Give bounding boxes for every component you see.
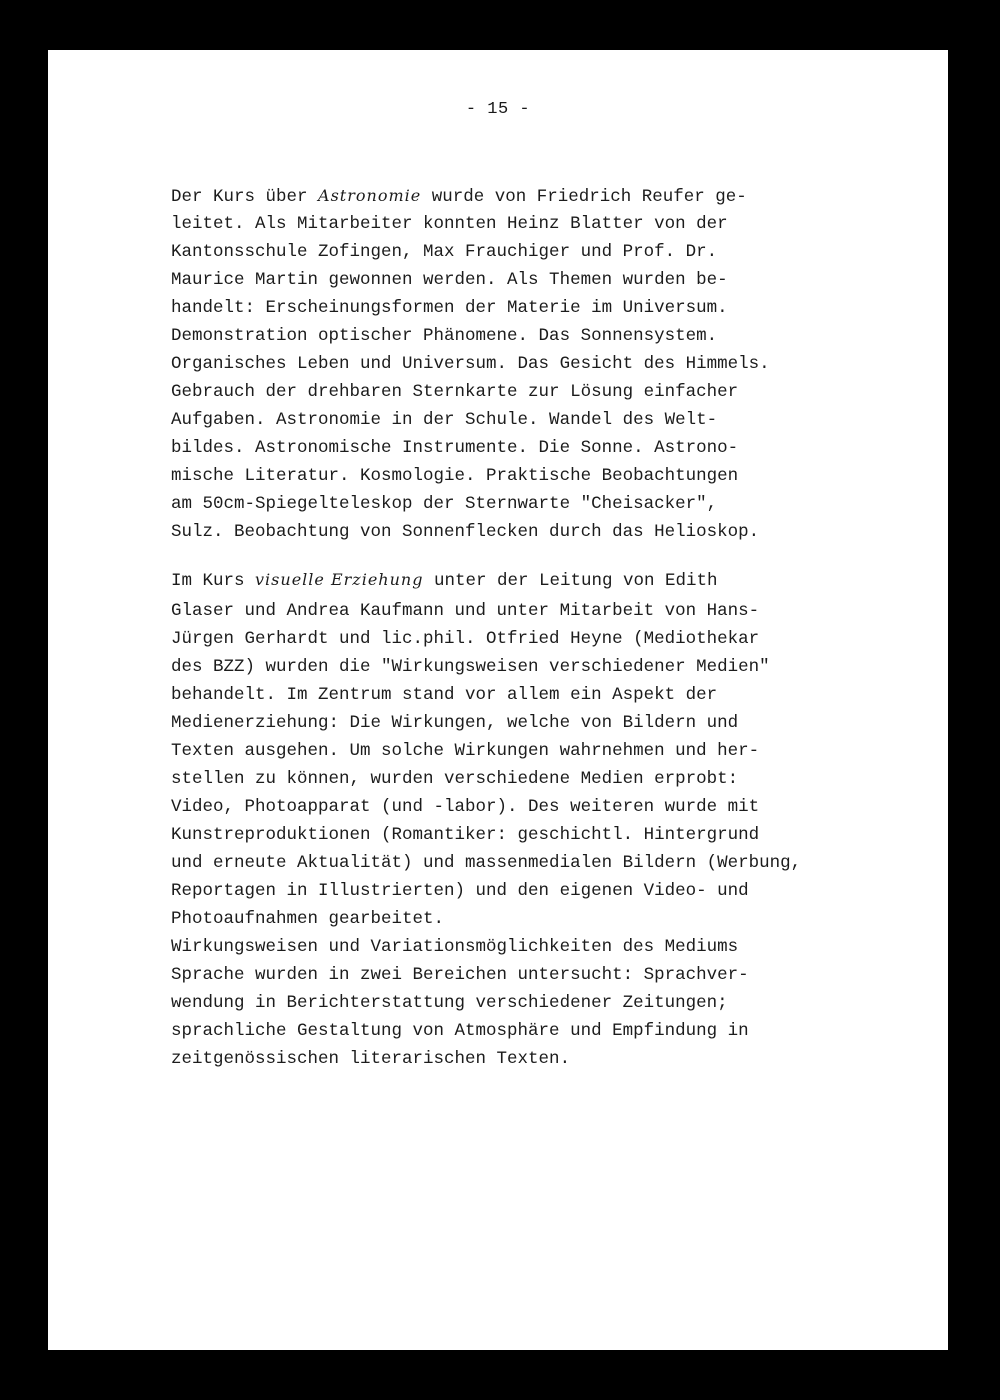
text-line: und erneute Aktualität) und massenmedialen Bildern (Werbung, [171,853,802,873]
text-line: Jürgen Gerhardt und lic.phil. Otfried Heyne (Mediothekar [171,629,760,649]
document-page [48,50,948,1350]
text-line: wendung in Berichterstattung verschiedener Zeitungen; [171,993,728,1013]
text-line: Texten ausgehen. Um solche Wirkungen wahrnehmen und her- [171,741,760,761]
text-line: Organisches Leben und Universum. Das Gesicht des Himmels. [171,354,770,374]
text-line: bildes. Astronomische Instrumente. Die Sonne. Astrono- [171,438,739,458]
text-line: Photoaufnahmen gearbeitet. [171,909,445,929]
text-line: Aufgaben. Astronomie in der Schule. Wandel des Welt- [171,410,718,430]
text-line: sprachliche Gestaltung von Atmosphäre und Empfindung in [171,1021,749,1041]
text-line: mische Literatur. Kosmologie. Praktische Beobachtungen [171,466,739,486]
text-line: Sulz. Beobachtung von Sonnenflecken durch das Helioskop. [171,522,760,542]
course-title-astronomie: Astronomie [318,186,422,205]
text-line: handelt: Erscheinungsformen der Materie im Universum. [171,298,728,318]
text-line: behandelt. Im Zentrum stand vor allem ein Aspekt der [171,685,718,705]
text-line: Der Kurs über Astronomie wurde von Friedrich Reufer ge- [171,186,747,207]
text-line: Sprache wurden in zwei Bereichen untersucht: Sprachver- [171,965,749,985]
text-line: zeitgenössischen literarischen Texten. [171,1049,571,1069]
course-title-visuelle-erziehung: visuelle Erziehung [255,570,424,589]
page-number: - 15 - [465,100,531,119]
text-line: Wirkungsweisen und Variationsmöglichkeiten des Mediums [171,937,739,957]
text-line: Video, Photoapparat (und -labor). Des weiteren wurde mit [171,797,760,817]
text-line: am 50cm-Spiegelteleskop der Sternwarte "Cheisacker", [171,494,718,514]
text-line: stellen zu können, wurden verschiedene Medien erprobt: [171,769,739,789]
text-line: Medienerziehung: Die Wirkungen, welche von Bildern und [171,713,739,733]
text-line: Kantonsschule Zofingen, Max Frauchiger und Prof. Dr. [171,242,718,262]
text-line: Gebrauch der drehbaren Sternkarte zur Lösung einfacher [171,382,739,402]
text-line: Kunstreproduktionen (Romantiker: geschichtl. Hintergrund [171,825,760,845]
text-line: Maurice Martin gewonnen werden. Als Themen wurden be- [171,270,728,290]
text-line: Glaser und Andrea Kaufmann und unter Mitarbeit von Hans- [171,601,760,621]
text-line: leitet. Als Mitarbeiter konnten Heinz Blatter von der [171,214,728,234]
text-line: Reportagen in Illustrierten) und den eigenen Video- und [171,881,749,901]
text-line: des BZZ) wurden die "Wirkungsweisen verschiedener Medien" [171,657,770,677]
text-line: Im Kurs visuelle Erziehung unter der Leitung von Edith [171,570,718,591]
text-line: Demonstration optischer Phänomene. Das Sonnensystem. [171,326,718,346]
